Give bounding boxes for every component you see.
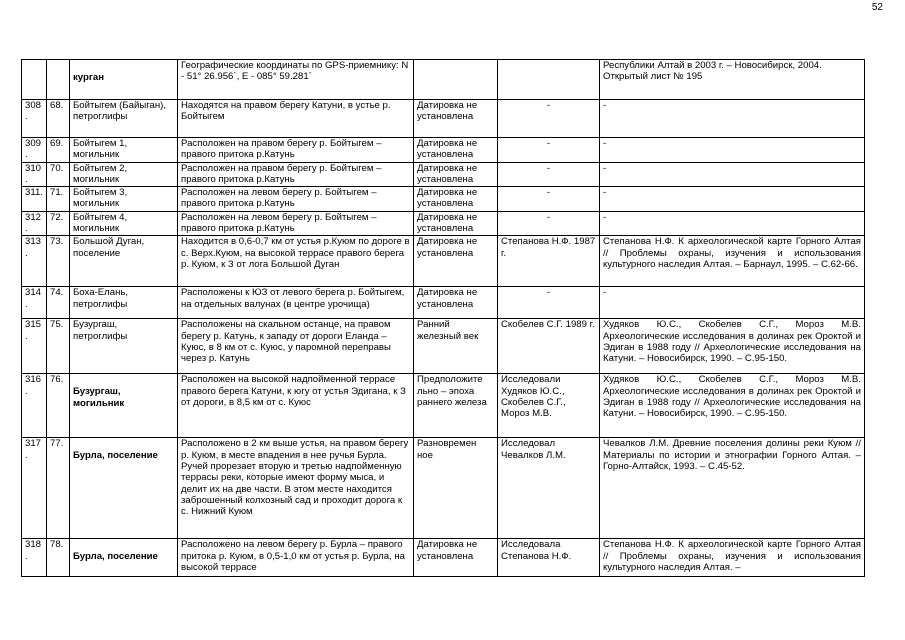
literature-cell: Худяков Ю.С., Скобелев С.Г., Мороз М.В. Археологические исследования в долинах рек Ороктой и Эдиган в 1988 году // Археологические исследования на Катуни. – Новосибирск, 1990. – С.95-150. <box>600 319 865 374</box>
monument-name-cell: Бузургаш, могильник <box>70 374 178 438</box>
row-number-cell: 309. <box>22 138 47 163</box>
literature-cell: Степанова Н.Ф. К археологической карте Горного Алтая // Проблемы охраны, изучения и использования культурного наследия Алтая. – <box>600 539 865 577</box>
monuments-table <box>21 59 865 577</box>
literature-cell: Худяков Ю.С., Скобелев С.Г., Мороз М.В. Археологические исследования в долинах рек Ороктой и Эдиган в 1988 году // Археологические исследования на Катуни. – Новосибирск, 1990. – С.95-150. <box>600 374 865 438</box>
location-description-cell: Расположен на правом берегу р. Бойтыгем – правого притока р.Катунь <box>178 162 414 187</box>
local-number-cell: 75. <box>47 319 70 374</box>
dating-cell: Датировка не установлена <box>414 100 498 138</box>
literature-line: Открытый лист № 195 <box>603 71 703 83</box>
researcher-cell: Степанова Н.Ф. 1987 г. <box>498 236 600 287</box>
literature-cell: - <box>600 211 865 236</box>
literature-cell: - <box>600 100 865 138</box>
literature-cell: Чевалков Л.М. Древние поселения долины реки Куюм // Материалы по истории и этнографии Горного Алтая. – Горно-Алтайск, 1993. – С.45-52. <box>600 438 865 539</box>
monument-name-cell: Бурла, поселение <box>70 539 178 577</box>
local-number-cell: 77. <box>47 438 70 539</box>
table-row <box>22 162 865 187</box>
location-description-cell: Расположено в 2 км выше устья, на правом берегу р. Куюм, в месте впадения в нее ручья Бурла. Ручей прорезает вторую и третью надпойменную террасы реки, которые имеют форму мыса, и делит их на две части. В этом месте находится заброшенный колхозный сад и проходит дорога к с. Нижний Куюм <box>178 438 414 539</box>
table-row <box>22 236 865 287</box>
local-number-cell: 74. <box>47 287 70 319</box>
location-description-cell: Географические координаты по GPS-приемнику: N - 51° 26.956´, E - 085° 59.281´ <box>178 60 414 100</box>
monument-name-cell: Бузургаш, петроглифы <box>70 319 178 374</box>
row-number-cell: 317. <box>22 438 47 539</box>
researcher-cell: - <box>498 138 600 163</box>
literature-cell: - <box>600 138 865 163</box>
researcher-cell: - <box>498 162 600 187</box>
researcher-cell: - <box>498 211 600 236</box>
monument-name-cell: Бойтыгем 1, могильник <box>70 138 178 163</box>
monument-name-cell: Боха-Елань, петроглифы <box>70 287 178 319</box>
monument-name-cell: курган <box>70 60 178 100</box>
location-description-cell: Расположены на скальном останце, на правом берегу р. Катунь, к западу от дороги Еланда – Куюс, в 8 км от с. Куюс, у паромной переправы через р. Катунь <box>178 319 414 374</box>
local-number-cell: 73. <box>47 236 70 287</box>
researcher-cell: - <box>498 287 600 319</box>
local-number-cell: 76. <box>47 374 70 438</box>
literature-cell: - <box>600 162 865 187</box>
local-number-cell <box>47 60 70 100</box>
researcher-cell: Исследовал Чевалков Л.М. <box>498 438 600 539</box>
dating-cell: Датировка не установлена <box>414 138 498 163</box>
dating-cell: Датировка не установлена <box>414 539 498 577</box>
local-number-cell: 78. <box>47 539 70 577</box>
literature-cell <box>600 60 865 100</box>
table-row <box>22 374 865 438</box>
monument-name-cell: Бойтыгем 2, могильник <box>70 162 178 187</box>
researcher-cell: Исследовала Степанова Н.Ф. <box>498 539 600 577</box>
table-row <box>22 100 865 138</box>
table-row <box>22 438 865 539</box>
local-number-cell: 69. <box>47 138 70 163</box>
researcher-cell: Исследовали Худяков Ю.С., Скобелев С.Г., Мороз М.В. <box>498 374 600 438</box>
location-description-cell: Расположен на левом берегу р. Бойтыгем – правого притока р.Катунь <box>178 211 414 236</box>
location-description-cell: Расположен на правом берегу р. Бойтыгем – правого притока р.Катунь <box>178 138 414 163</box>
row-number-cell: 315. <box>22 319 47 374</box>
row-number-cell: 313. <box>22 236 47 287</box>
literature-cell: - <box>600 287 865 319</box>
row-number-cell: 310. <box>22 162 47 187</box>
monument-name-cell: Бойтыгем 4, могильник <box>70 211 178 236</box>
table-row <box>22 287 865 319</box>
dating-cell: Ранний железный век <box>414 319 498 374</box>
table-row <box>22 60 865 100</box>
local-number-cell: 70. <box>47 162 70 187</box>
location-description-cell: Расположены к ЮЗ от левого берега р. Бойтыгем, на отдельных валунах (в центре урочища) <box>178 287 414 319</box>
row-number-cell <box>22 60 47 100</box>
table-row <box>22 138 865 163</box>
dating-cell: Датировка не установлена <box>414 211 498 236</box>
dating-cell <box>414 60 498 100</box>
location-description-cell: Находятся на правом берегу Катуни, в устье р. Бойтыгем <box>178 100 414 138</box>
row-number-cell: 308. <box>22 100 47 138</box>
row-number-cell: 318. <box>22 539 47 577</box>
monument-name-cell: Бойтыгем 3, могильник <box>70 187 178 212</box>
location-description-cell: Расположено на левом берегу р. Бурла – правого притока р. Куюм, в 0,5-1,0 км от устья р. Бурла, на высокой террасе <box>178 539 414 577</box>
dating-cell: Датировка не установлена <box>414 287 498 319</box>
dating-cell: Датировка не установлена <box>414 187 498 212</box>
monument-name-cell: Бойтыгем (Байыган), петроглифы <box>70 100 178 138</box>
row-number-cell: 312. <box>22 211 47 236</box>
location-description-cell: Расположен на левом берегу р. Бойтыгем – правого притока р.Катунь <box>178 187 414 212</box>
dating-cell: Разновремен ное <box>414 438 498 539</box>
researcher-cell: - <box>498 187 600 212</box>
dating-cell: Предположите льно – эпоха раннего железа <box>414 374 498 438</box>
literature-cell: - <box>600 187 865 212</box>
local-number-cell: 71. <box>47 187 70 212</box>
table-body <box>22 60 865 577</box>
local-number-cell: 68. <box>47 100 70 138</box>
table-row <box>22 187 865 212</box>
researcher-cell <box>498 60 600 100</box>
table-row <box>22 211 865 236</box>
table-row <box>22 539 865 577</box>
literature-line: Республики Алтай в 2003 г. – Новосибирск, 2004. <box>603 60 822 71</box>
location-description-cell: Находится в 0,6-0,7 км от устья р.Куюм по дороге в с. Верх.Куюм, на высокой террасе правого берега р. Куюм, к З от лога Большой Дуган <box>178 236 414 287</box>
row-number-cell: 311. <box>22 187 47 212</box>
row-number-cell: 314. <box>22 287 47 319</box>
location-description-cell: Расположен на высокой надпойменной террасе правого берега Катуни, к югу от устья Эдигана, к З от дороги, в 8,5 км от с. Куюс <box>178 374 414 438</box>
monument-name-cell: Бурла, поселение <box>70 438 178 539</box>
row-number-cell: 316. <box>22 374 47 438</box>
monument-name-cell: Большой Дуган, поселение <box>70 236 178 287</box>
literature-cell: Степанова Н.Ф. К археологической карте Горного Алтая // Проблемы охраны, изучения и использования культурного наследия Алтая. – Барнаул, 1995. – С.62-66. <box>600 236 865 287</box>
table-row <box>22 319 865 374</box>
dating-cell: Датировка не установлена <box>414 236 498 287</box>
dating-cell: Датировка не установлена <box>414 162 498 187</box>
researcher-cell: Скобелев С.Г. 1989 г. <box>498 319 600 374</box>
researcher-cell: - <box>498 100 600 138</box>
local-number-cell: 72. <box>47 211 70 236</box>
page-number: 52 <box>871 2 883 13</box>
